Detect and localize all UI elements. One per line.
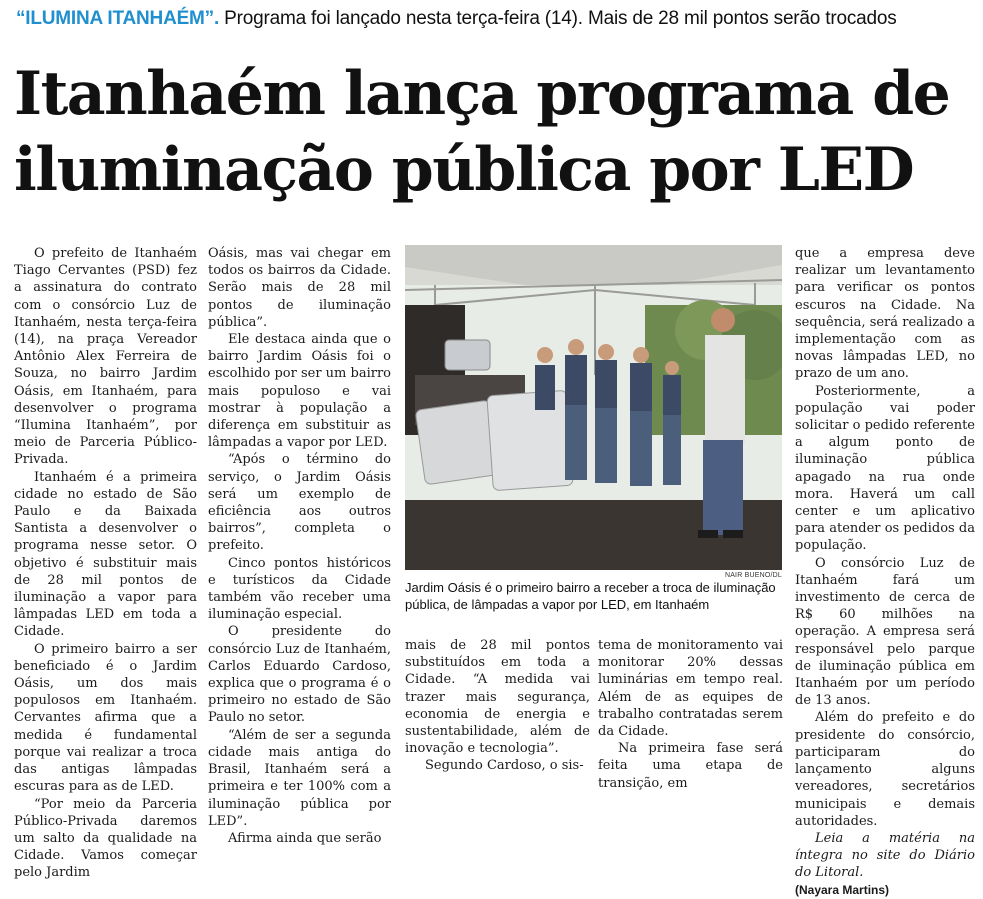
paragraph: Oásis, mas vai chegar em todos os bairros da Cidade. Serão mais de 28 mil pontos de iluminação pública”. bbox=[208, 246, 391, 330]
kicker-tag: “ILUMINA ITANHAÉM”. bbox=[16, 8, 220, 29]
headline: Itanhaém lança programa de iluminação pública por LED bbox=[14, 59, 950, 205]
paragraph: Segundo Cardoso, o sis- bbox=[425, 758, 584, 774]
kicker-text: Programa foi lançado nesta terça-feira (14). Mais de 28 mil pontos serão trocados bbox=[219, 8, 897, 29]
article-column-4 bbox=[598, 637, 783, 792]
paragraph: que a empresa deve realizar um levantamento para verificar os pontos escuros na Cidade. Na sequência, será realizado a implementação com as novas lâmpadas LED, no prazo de um ano. bbox=[795, 246, 975, 382]
paragraph: “Por meio da Parceria Público-Privada daremos um salto da qualidade na Cidade. Vamos começar pelo Jardim bbox=[14, 796, 197, 881]
event-photo bbox=[405, 245, 782, 570]
photo-credit: NAIR BUENO/DL bbox=[724, 572, 782, 579]
paragraph: O primeiro bairro a ser beneficiado é o Jardim Oásis, um dos mais populosos em Itanhaém. Cervantes afirma que a medida é fundamental porque vai realizar a troca das antigas lâmpadas escuras para as de LED. bbox=[14, 641, 197, 795]
read-more-note: Leia a matéria na íntegra no site do Diário do Litoral. bbox=[795, 830, 975, 881]
paragraph: Além do prefeito e do presidente do consórcio, participaram do lançamento alguns vereadores, secretários municipais e demais autoridades. bbox=[795, 710, 975, 829]
article-column-3 bbox=[405, 637, 590, 775]
article-column-5 bbox=[795, 245, 975, 899]
paragraph: Na primeira fase será feita uma etapa de transição, em bbox=[598, 741, 783, 791]
article-column-2 bbox=[208, 245, 391, 847]
paragraph: mais de 28 mil pontos substituídos em toda a Cidade. “A medida vai trazer mais segurança, economia de energia e sustentabilidade, além de inovação e tecnologia”. bbox=[405, 638, 590, 757]
paragraph: O consórcio Luz de Itanhaém fará um investimento de cerca de R$ 60 milhões na operação. A empresa será responsável pelo parque de iluminação pública em Itanhaém por um período de 13 anos. bbox=[795, 555, 975, 709]
paragraph: Itanhaém é a primeira cidade no estado de São Paulo e da Baixada Santista a desenvolver o programa nesse setor. O objetivo é substituir mais de 28 mil pontos de iluminação a vapor para lâmpadas LED em toda a Cidade. bbox=[14, 469, 197, 640]
paragraph: Ele destaca ainda que o bairro Jardim Oásis foi o escolhido por ser um bairro mais populoso e vai mostrar à população a diferença em substituir as lâmpadas a vapor por LED. bbox=[208, 332, 391, 451]
photo-caption: Jardim Oásis é o primeiro bairro a receber a troca de iluminação pública, de lâmpadas a vapor por LED, em Itanhaém bbox=[405, 580, 776, 612]
paragraph: tema de monitoramento vai monitorar 20% dessas luminárias em tempo real. Além de as equipes de trabalho contratadas serem da Cidade. bbox=[598, 638, 783, 740]
paragraph: Cinco pontos históricos e turísticos da Cidade também vão receber uma iluminação especial. bbox=[208, 555, 391, 623]
paragraph: Posteriormente, a população vai poder solicitar o pedido referente a algum ponto de iluminação pública apagado na rua onde mora. Haverá um call center e um aplicativo para atender os pedidos da população. bbox=[795, 383, 975, 554]
paragraph: Afirma ainda que serão bbox=[228, 830, 382, 846]
paragraph: O prefeito de Itanhaém Tiago Cervantes (PSD) fez a assinatura do contrato com o consórcio Luz de Itanhaém, nesta terça-feira (14), na praça Vereador Antônio Alex Ferreira de Souza, no bairro Jardim Oásis, em Itanhaém, para desenvolver o programa “Ilumina Itanhaém”, por meio de Parceria Público-Privada. bbox=[14, 246, 197, 468]
paragraph: O presidente do consórcio Luz de Itanhaém, Carlos Eduardo Cardoso, explica que o programa é o primeiro no estado de São Paulo no setor. bbox=[208, 624, 391, 726]
author-byline: (Nayara Martins) bbox=[795, 882, 890, 897]
article-column-1 bbox=[14, 245, 197, 882]
paragraph: “Após o término do serviço, o Jardim Oásis será um exemplo de eficiência aos outros bairros”, completa o prefeito. bbox=[208, 452, 391, 554]
paragraph: “Além de ser a segunda cidade mais antiga do Brasil, Itanhaém será a primeira e ter 100% com a iluminação pública por LED”. bbox=[208, 727, 391, 829]
kicker bbox=[16, 7, 976, 31]
